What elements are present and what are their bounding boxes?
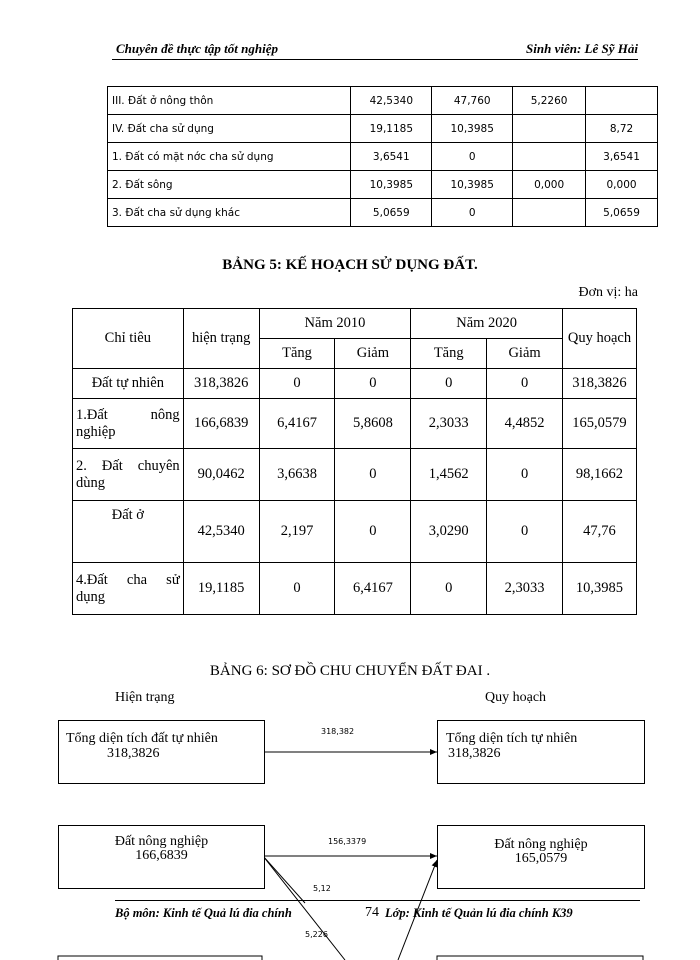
table-cell: 5,0659 <box>586 199 658 227</box>
box-total-current-label: Tổng diện tích đất tự nhiên <box>66 731 218 746</box>
table-cell: 0 <box>335 369 411 399</box>
footer-department: Bộ môn: Kinh tế Quả lú đia chính <box>115 906 292 920</box>
header-year2020: Năm 2020 <box>411 309 563 339</box>
table-cell: 10,3985 <box>432 115 513 143</box>
table-cell: 3,0290 <box>411 501 487 563</box>
page-number: 74 <box>365 905 379 920</box>
table-cell: 0 <box>335 501 411 563</box>
header-author: Sinh viên: Lê Sỹ Hải <box>526 41 638 56</box>
box-total-current-value: 318,3826 <box>107 746 160 761</box>
flow-label-5-226: 5,226 <box>305 930 328 939</box>
table-cell: 0 <box>259 563 335 615</box>
flow-label-total: 318,382 <box>321 727 355 736</box>
table-cell: 98,1662 <box>562 449 636 501</box>
header-indicator: Chỉ tiêu <box>73 309 184 369</box>
box-agri-current-label: Đất nông nghiệp <box>114 834 209 849</box>
table-cell: 3,6638 <box>259 449 335 501</box>
box-agri-plan <box>437 825 645 889</box>
row-label: 2. Đất sông <box>108 171 351 199</box>
header-increase-2010: Tăng <box>259 339 335 369</box>
table-cell: 8,72 <box>586 115 658 143</box>
box-agri-current <box>58 825 265 889</box>
table-cell: 2,197 <box>259 501 335 563</box>
table-cell: 0,000 <box>586 171 658 199</box>
table-cell: 0 <box>432 143 513 171</box>
header-decrease-2020: Giảm <box>487 339 563 369</box>
table-cell: 4,4852 <box>487 399 563 449</box>
box-total-plan-value: 318,3826 <box>448 746 501 761</box>
table-cell: 0 <box>335 449 411 501</box>
next-box-left <box>58 956 262 960</box>
table-cell: 90,0462 <box>183 449 259 501</box>
table-cell: 0 <box>487 501 563 563</box>
table-cell: 2,3033 <box>487 563 563 615</box>
table-cell: 0,000 <box>513 171 586 199</box>
table5-unit: Đơn vị: ha <box>578 285 638 300</box>
table-cell: 0 <box>259 369 335 399</box>
row-label: 1.Đất nông nghiệp <box>73 399 184 449</box>
table-cell: 0 <box>432 199 513 227</box>
row-label: 4.Đất cha sử dụng <box>73 563 184 615</box>
row-label: Đất tự nhiên <box>73 369 184 399</box>
row-label: 1. Đất có mặt nớc cha sử dụng <box>108 143 351 171</box>
page-footer <box>115 900 640 923</box>
table-cell: 1,4562 <box>411 449 487 501</box>
table-cell: 42,5340 <box>351 87 432 115</box>
table-cell: 6,4167 <box>259 399 335 449</box>
table-cell: 19,1185 <box>351 115 432 143</box>
table-cell: 2,3033 <box>411 399 487 449</box>
next-box-right <box>437 956 643 960</box>
table-cell: 5,8608 <box>335 399 411 449</box>
flow-label-5-12: 5,12 <box>313 884 331 893</box>
header-title: Chuyên đề thực tập tốt nghiệp <box>116 41 278 56</box>
table-cell: 318,3826 <box>183 369 259 399</box>
table5-title: BẢNG 5: KẾ HOẠCH SỬ DỤNG ĐẤT. <box>222 257 478 273</box>
table6-title: BẢNG 6: SƠ ĐỒ CHU CHUYỂN ĐẤT ĐAI . <box>209 663 491 679</box>
header-year2010: Năm 2010 <box>259 309 411 339</box>
table-cell: 3,6541 <box>351 143 432 171</box>
table-cell: 19,1185 <box>183 563 259 615</box>
box-agri-plan-label: Đất nông nghiệp <box>494 837 588 852</box>
header-decrease-2010: Giảm <box>335 339 411 369</box>
right-caption: Quy hoạch <box>485 690 547 705</box>
box-agri-plan-value: 165,0579 <box>514 851 568 866</box>
flow-label-agri: 156,3379 <box>328 837 367 846</box>
table-cell: 6,4167 <box>335 563 411 615</box>
table-cell: 5,0659 <box>351 199 432 227</box>
table-cell: 318,3826 <box>562 369 636 399</box>
table-cell: 166,6839 <box>183 399 259 449</box>
box-agri-current-value: 166,6839 <box>135 848 188 863</box>
box-total-plan <box>437 720 645 784</box>
table-cell: 10,3985 <box>562 563 636 615</box>
row-label: Đất ở <box>73 501 184 563</box>
header-increase-2020: Tăng <box>411 339 487 369</box>
table-cell: 0 <box>487 449 563 501</box>
row-label: III. Đất ở nông thôn <box>108 87 351 115</box>
table-cell: 0 <box>411 369 487 399</box>
row-label: 2. Đất chuyên dùng <box>73 449 184 501</box>
table-cell: 10,3985 <box>432 171 513 199</box>
row-label: 3. Đất cha sử dụng khác <box>108 199 351 227</box>
table-cell: 165,0579 <box>562 399 636 449</box>
row-label: IV. Đất cha sử dụng <box>108 115 351 143</box>
table-cell: 42,5340 <box>183 501 259 563</box>
table-cell: 47,760 <box>432 87 513 115</box>
header-current: hiện trạng <box>183 309 259 369</box>
table-cell: 0 <box>487 369 563 399</box>
flow-line-5-12 <box>263 856 305 903</box>
left-caption: Hiện trạng <box>115 690 175 705</box>
box-total-current <box>58 720 265 784</box>
table-cell: 0 <box>411 563 487 615</box>
footer-class: Lớp: Kinh tế Quản lú đia chính K39 <box>385 906 573 920</box>
table-cell: 47,76 <box>562 501 636 563</box>
box-total-plan-label: Tổng diện tích tự nhiên <box>446 731 578 746</box>
table-cell: 5,2260 <box>513 87 586 115</box>
table-cell: 10,3985 <box>351 171 432 199</box>
header-plan: Quy hoạch <box>562 309 636 369</box>
table-cell: 3,6541 <box>586 143 658 171</box>
